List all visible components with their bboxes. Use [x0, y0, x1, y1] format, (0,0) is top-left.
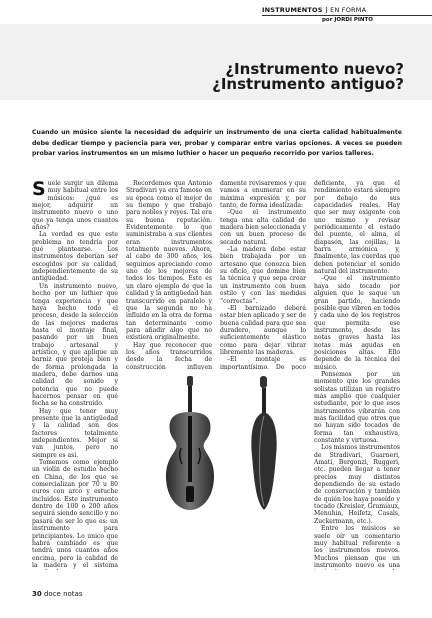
- paragraph: La verdad es que este problema no tendría por qué plantearse. Los instrumentos deberían ser escogidos por su calidad, independientemente de su antigüedad.: [32, 231, 118, 283]
- article-intro: Cuando un músico siente la necesidad de adquirir un instrumento de una cierta calidad habitualmente debe dedicar tiempo y paciencia para ver, probar y comparar entre varias opciones. A veces se pueden probar varios instrumentos en un mismo luthier o hacer un pequeño recorrido por varios talleres.: [32, 129, 402, 157]
- paragraph: Pensemos por un momento que los grandes solistas utilizan un registro más amplio que cualquier estudiante, por lo que esos instrumentos vibrarán con más facilidad que otros que no hayan sido tocados de forma tan exhaustiva, constante y virtuosa.: [314, 370, 400, 445]
- column-2: [126, 180, 212, 370]
- page-number: 30: [32, 590, 42, 598]
- paragraph: Hay que tener muy presente que la antigüedad y la calidad son dos factores totalmente independientes. Mejor si van juntos, pero no siempre es así.: [32, 407, 118, 459]
- column-1: [32, 180, 118, 570]
- column-3: [220, 180, 306, 370]
- paragraph: Hay que reconocer que los años transcurridos desde la fecha de construcción influyen: [126, 341, 212, 370]
- section-header: [262, 6, 392, 14]
- paragraph: Un instrumento nuevo, hecho por un luthier que tenga experiencia y que haya hecho todo el proceso, desde la selección de las mejores maderas hasta el montaje final, pasando por un buen trabajo artesanal y artístico, y que aplique un barniz que proteja bien y de forma prolongada la madera, debe darnos una calidad de sonido y potencia que no puede hacernos pensar en qué fecha se ha construido.: [32, 282, 118, 408]
- tailpiece: [186, 486, 194, 502]
- paragraph: –El montaje es importantísimo. De poco: [220, 356, 306, 370]
- byline: por JORDI PINTO: [322, 17, 373, 23]
- paragraph: Los mismos instrumentos de Stradivari, Guarneri, Amati, Bergonzi, Ruggeri, etc. pueden llegar a tener precios muy distintos dependiendo de su estado de conservación y también de quién los haya poseído y tocado (Kreisler, Grumiaux, Menuhin, Heifetz, Casals, Zuckermann, etc.).: [314, 444, 400, 525]
- violin-front-image: [160, 376, 220, 514]
- article-title: [212, 62, 404, 92]
- paragraph: Tomemos como ejemplo un violín de estudio hecho en China, de los que se comercializan por 70 u 80 euros con arco y estuche incluidos. Este instrumento dentro de 100 o 200 años seguirá siendo sencillo y no pasará de ser lo que es: un instrumento para principiantes. Lo único que habrá cambiado es que tendrá unos cuantos años encima, pero la calidad de la madera y el sistema: [32, 459, 118, 569]
- violin-side-image: [244, 376, 284, 514]
- section-name: INSTRUMENTOS: [262, 6, 323, 14]
- paragraph: –Que el instrumento haya sido tocado por alguien que le saque un gran partido, haciendo posible que vibren en todos y cada uno de los registros que permita ese instrumento, desde las notas graves hasta las notas más agudas en posiciones altas. Ello depende de la técnica del músico.: [314, 275, 400, 371]
- header-rule: [262, 15, 432, 16]
- drop-cap: S: [32, 180, 46, 200]
- paragraph: damente revisaremos y que vamos a enumerar en su máxima expresión y, por tanto, de forma idealizada:: [220, 180, 306, 210]
- fingerboard: [188, 416, 192, 482]
- paragraph: –La madera debe estar bien trabajada por un artesano que conozca bien su oficio, que domine bien la técnica y que sepa crear un instrumento con buen estilo y con las medidas “correctas”.: [220, 246, 306, 305]
- title-line-2: ¿Instrumento antiguo?: [212, 75, 404, 93]
- violin-scroll-side: [260, 376, 267, 388]
- column-4: [314, 180, 400, 570]
- violin-neck: [188, 386, 192, 416]
- paragraph: deficiente, ya que el rendimiento estará siempre por debajo de sus capacidades reales. Hay que ser muy exigente con uno mismo y revisar periódicamente el estado del puente, el alma, el diapasón, las cejillas, la barra armónica y, finalmente, las cuerdas que deben potenciar el sonido natural del instrumento.: [314, 180, 400, 276]
- magazine-name: doce notas: [43, 590, 83, 598]
- paragraph: Recordemos que Antonio Stradivari ya era famoso en su época como el mejor de su tiempo y que trabajó para nobles y reyes. Tal era su buena reputación. Evidentemente lo que suministraba a sus clientes eran instrumentos totalmente nuevos. Ahora, al cabo de 300 años, los seguimos apreciando como uno de los mejores de todos los tiempos. Éste es un claro ejemplo de que la calidad y la antigüedad han transcurrido en paralelo y que la segunda no ha influido en la otra de forma tan determinante como para añadir algo que no existiera originalmente.: [126, 180, 212, 342]
- paragraph: –Que el instrumento tenga una alta calidad de madera bien seleccionada y con un buen proceso de secado natural.: [220, 209, 306, 246]
- violin-neck-side: [262, 388, 266, 416]
- subsection-name: EN FORMA: [330, 6, 367, 14]
- paragraph: Suele surgir un dilema muy habitual entre los músicos: ¿qué es mejor, adquirir un instrumento nuevo o uno que ya tenga unos cuantos años?: [32, 180, 118, 232]
- paragraph: Entre los músicos se suele oír un comentario muy habitual referente a los instrumentos nuevos. Muchos piensan que un instrumento nuevo es una: [314, 525, 400, 569]
- paragraph: –El barnizado deberá estar bien aplicado y ser de buena calidad para que sea duradero, aunque lo suficientemente elástico como para dejar vibrar libremente las maderas.: [220, 304, 306, 356]
- section-divider: |: [325, 6, 331, 14]
- page-folio: [32, 590, 83, 598]
- violin-scroll: [187, 376, 193, 386]
- violin-body-side: [251, 412, 276, 510]
- title-line-1: ¿Instrumento nuevo?: [225, 60, 404, 78]
